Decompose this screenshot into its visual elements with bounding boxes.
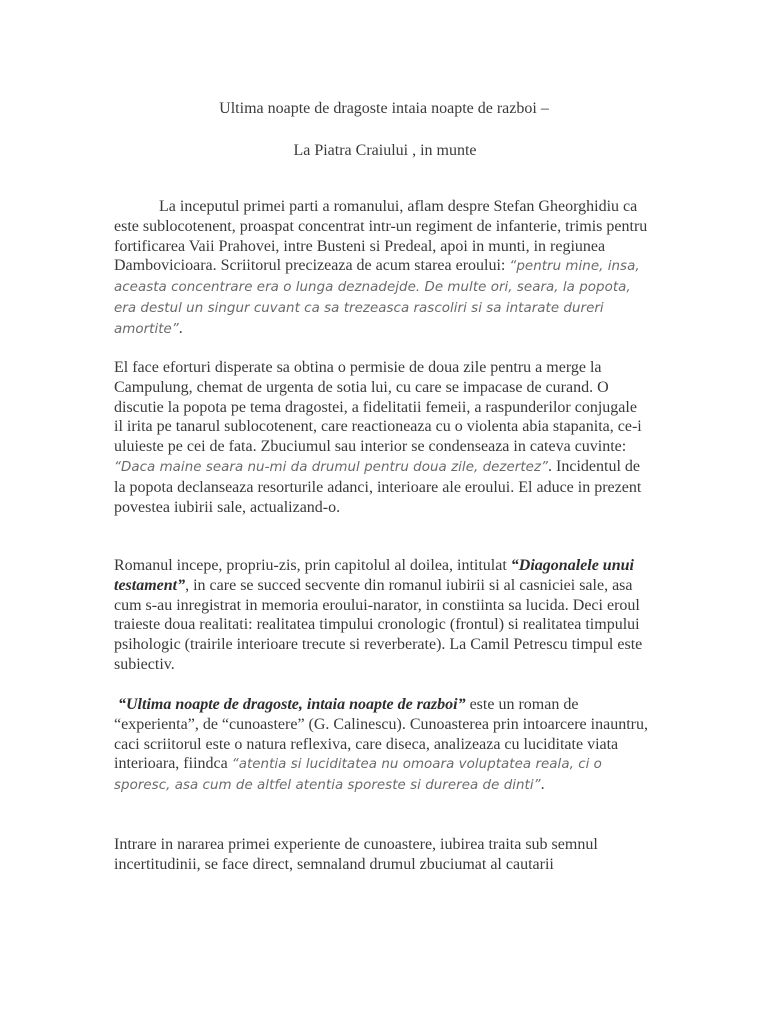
paragraph-1-text: La inceputul primei parti a romanului, aflam despre Stefan Gheorghidiu ca este sublocotenent, proaspat concentrat intr-un regiment de infanterie, trimis pentru fortificarea Vaii Prahovei, intre Busteni si Predeal, apoi in munti, in regiunea Dambovicioara. Scriitorul precizeaza de acum starea eroului: bbox=[114, 198, 648, 275]
paragraph-5-text: Intrare in nararea primei experiente de cunoastere, iubirea traita sub semnul incertitudinii, se face direct, semnaland drumul zbuciumat al cautarii bbox=[114, 836, 598, 873]
paragraph-1-quote: “pentru mine, insa, aceasta concentrare era o lunga deznadejde. De multe ori, seara, la popota, era destul un singur cuvant ca sa trezeasca rascoliri si sa intarate dureri amortite” bbox=[114, 259, 640, 337]
paragraph-2-text: El face eforturi disperate sa obtina o permisie de doua zile pentru a merge la Campulung, chemat de urgenta de sotia lui, cu care se impacase de curand. O discutie la popota pe tema dragostei, a fidelitatii femeii, a raspunderilor conjugale il irita pe tanarul sublocotenent, care reactioneaza cu o violenta abia stapanita, ce-i uluieste pe cei de fata. Zbuciumul sau interior se condenseaza in cateva cuvinte: bbox=[114, 359, 642, 456]
paragraph-4 bbox=[114, 695, 648, 796]
paragraph-2-quote: “Daca maine seara nu-mi da drumul pentru doua zile, dezertez” bbox=[114, 459, 549, 475]
paragraph-3-chapter-title: “Diagonalele unui testament” bbox=[114, 557, 634, 594]
paragraph-3-end: , in care se succed secvente din romanul iubirii si al casniciei sale, asa cum s-au inregistrat in memoria eroului-narator, in constiinta sa lucida. Deci eroul traieste doua realitati: realitatea timpului cronologic (frontul) si realitatea timpului psihologic (trairile interioare trecute si reverberate). La Camil Petrescu timpul este subiectiv. bbox=[114, 576, 643, 673]
paragraph-5 bbox=[114, 835, 648, 875]
paragraph-4-novel-title: “Ultima noapte de dragoste, intaia noapte de razboi” bbox=[118, 696, 466, 713]
paragraph-1 bbox=[114, 197, 648, 340]
paragraph-1-end: . bbox=[178, 319, 183, 337]
paragraph-4-quote: “atentia si luciditatea nu omoara voluptatea reala, ci o sporesc, asa cum de altfel atentia sporeste si durerea de dinti” bbox=[114, 757, 602, 794]
paragraph-2 bbox=[114, 358, 648, 517]
paragraph-4-end: . bbox=[540, 776, 545, 794]
paragraph-3 bbox=[114, 556, 648, 675]
document-subtitle: La Piatra Craiului , in munte bbox=[293, 142, 477, 159]
paragraph-4-text: este un roman de “experienta”, de “cunoastere” (G. Calinescu). Cunoasterea prin intoarcere inauntru, caci scriitorul este o natura reflexiva, care diseca, analizeaza cu luciditate viata interioara, fiindca bbox=[114, 696, 648, 773]
document-title: Ultima noapte de dragoste intaia noapte de razboi – bbox=[219, 100, 549, 117]
paragraph-3-text: Romanul incepe, propriu-zis, prin capitolul al doilea, intitulat bbox=[114, 557, 511, 574]
paragraph-2-end: . Incidentul de la popota declanseaza resorturile adanci, interioare ale eroului. El aduce in prezent povestea iubirii sale, actualizand-o. bbox=[114, 457, 642, 516]
